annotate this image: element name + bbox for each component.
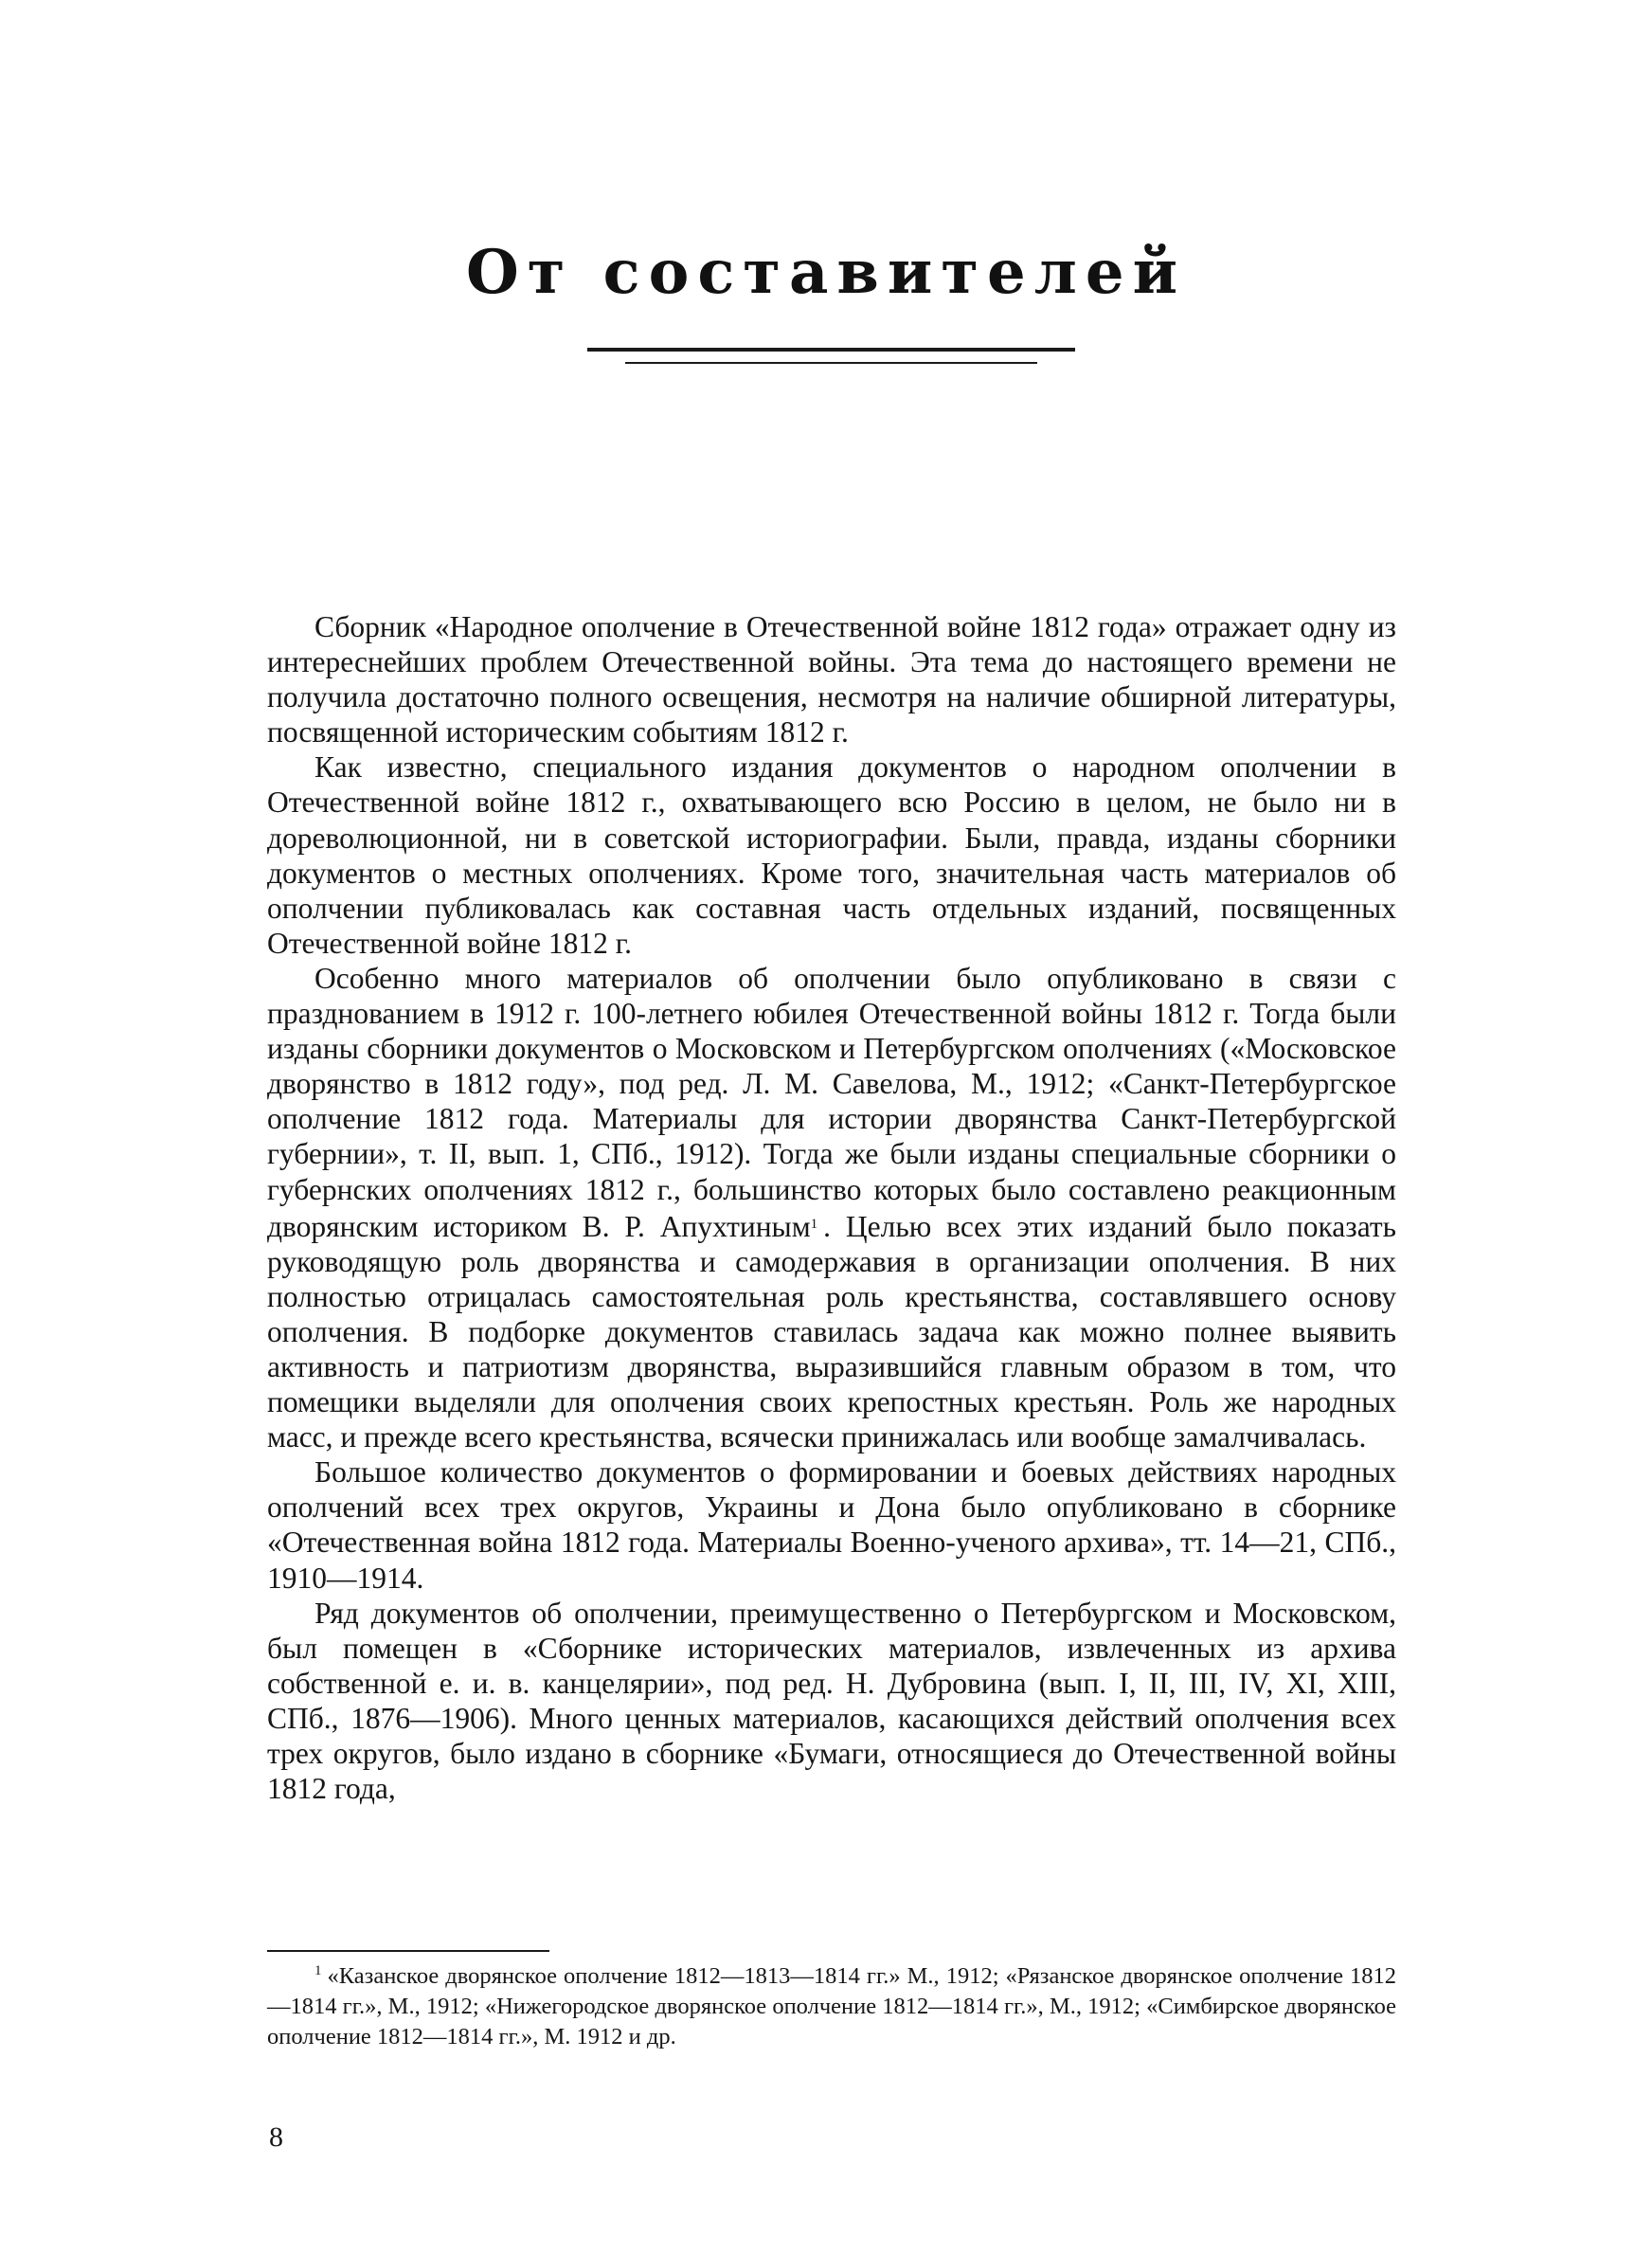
paragraph-3-text-b: . Целью всех этих изданий было показать руководящую роль дворянства и самодержавия в организации ополчения. В них полностью отрицалась самостоятельная роль крестьянства, составлявшего основу ополчения. В подборке документов ставилась задача как можно полнее выявить активность и патриотизм дворянства, выразившийся главным образом в том, что помещики выделяли для ополчения своих крепостных крестьян. Роль же народных масс, и прежде всего крестьянства, всячески принижалась или вообще замалчивалась. [267, 1209, 1396, 1454]
page-title: От составителей [465, 236, 1187, 308]
page-number: 8 [269, 2122, 283, 2153]
paragraph-1: Сборник «Народное ополчение в Отечественной войне 1812 года» отражает одну из интереснейших проблем Отечественной войны. Эта тема до настоящего времени не получила достаточно полного освещения, несмотря на наличие обширной литературы, посвященной историческим событиям 1812 г. [267, 610, 1396, 749]
title-rule-bottom [625, 362, 1037, 364]
paragraph-4: Большое количество документов о формировании и боевых действиях народных ополчений всех трех округов, Украины и Дона было опубликовано в сборнике «Отечественная война 1812 года. Материалы Военно-ученого архива», тт. 14—21, СПб., 1910—1914. [267, 1455, 1396, 1595]
paragraph-2: Как известно, специального издания документов о народном ополчении в Отечественной войне 1812 г., охватывающего всю Россию в целом, не было ни в дореволюционной, ни в советской историографии. Были, правда, изданы сборники документов о местных ополчениях. Кроме того, значительная часть материалов об ополчении публиковалась как составная часть отдельных изданий, посвященных Отечественной войне 1812 г. [267, 750, 1396, 960]
paragraph-3-text-a: Особенно много материалов об ополчении было опубликовано в связи с празднованием в 1912 г. 100-летнего юбилея Отечественной войны 1812 г. Тогда были изданы сборники документов о Московском и Петербургском ополчениях («Московское дворянство в 1812 году», под ред. Л. М. Савелова, М., 1912; «Санкт-Петербургское ополчение 1812 года. Материалы для истории дворянства Санкт-Петербургской губернии», т. II, вып. 1, СПб., 1912). Тогда же были изданы специальные сборники о губернских ополчениях 1812 г., большинство которых было составлено реакционным дворянским историком В. Р. Апухтиным [267, 961, 1396, 1243]
footnote-divider [267, 1950, 549, 1952]
title-rule-top [587, 348, 1075, 352]
footnote-reference: 1 [810, 1216, 818, 1232]
paragraph-5: Ряд документов об ополчении, преимущественно о Петербургском и Московском, был помещен в «Сборнике исторических материалов, извлеченных из архива собственной е. и. в. канцелярии», под ред. Н. Дубровина (вып. I, II, III, IV, XI, XIII, СПб., 1876—1906). Много ценных материалов, касающихся действий ополчения всех трех округов, было издано в сборнике «Бумаги, относящиеся до Отечественной войны 1812 года, [267, 1596, 1396, 1806]
body-text [267, 609, 1396, 1806]
paragraph-3 [267, 961, 1396, 1454]
footnote-text: «Казанское дворянское ополчение 1812—1813—1814 гг.» М., 1912; «Рязанское дворянское ополчение 1812—1814 гг.», М., 1912; «Нижегородское дворянское ополчение 1812—1814 гг.», М., 1912; «Симбирское дворянское ополчение 1812—1814 гг.», М. 1912 и др. [267, 1963, 1396, 2049]
footnote-mark: 1 [314, 1963, 322, 1978]
footnote [267, 1956, 1396, 2052]
